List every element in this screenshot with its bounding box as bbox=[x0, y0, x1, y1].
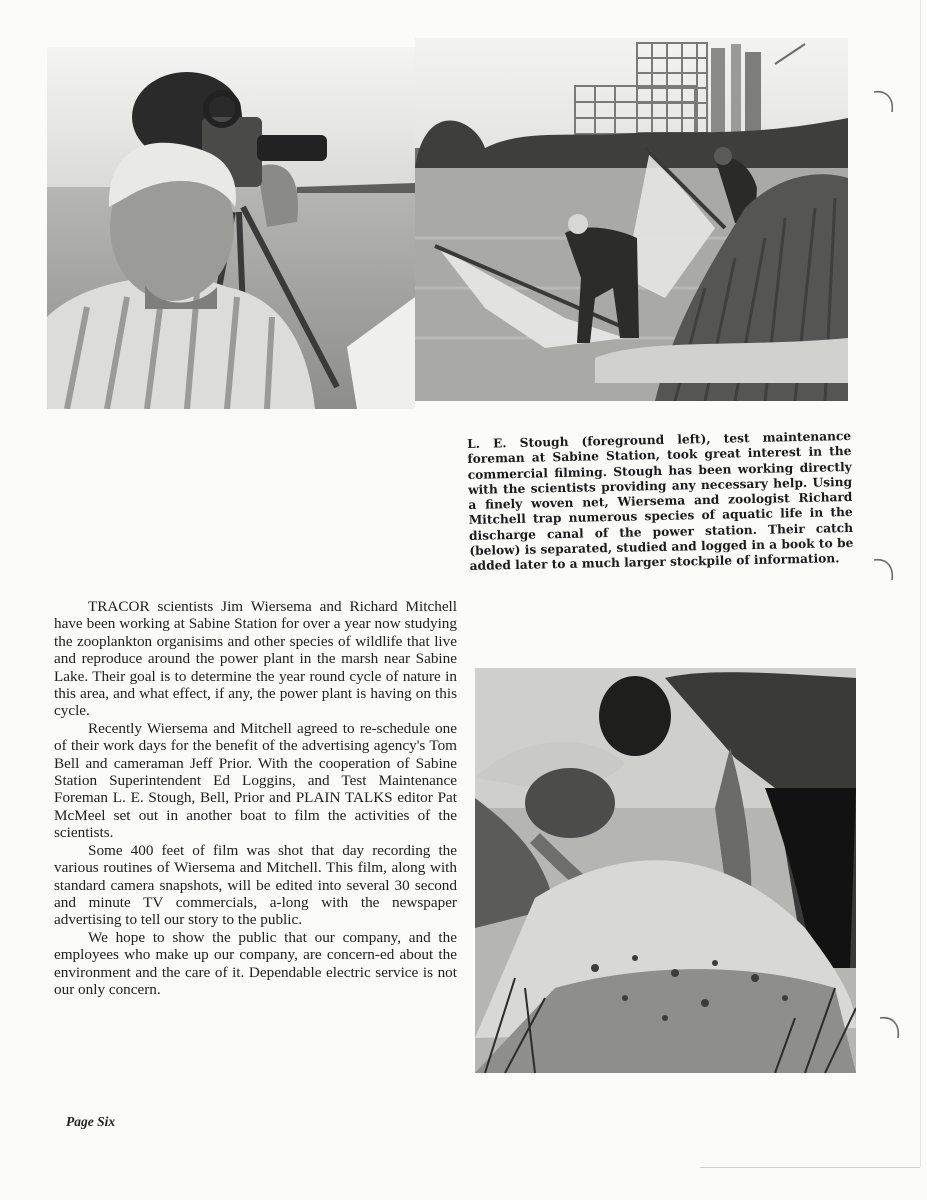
page-number: Page Six bbox=[66, 1114, 116, 1129]
photo-cameraman-and-foreman bbox=[47, 47, 415, 409]
photo-caption: L. E. Stough (foreground left), test maintenance foreman at Sabine Station, took great interest in the commercial filming. Stough has been working directly with the scientists providing any necessary help. Using a finely woven net, Wiersema and zoologist Richard Mitchell trap numerous species of aquatic life in the discharge canal of the power station. Their catch (below) is separated, studied and logged in a book to be added later to a much larger stockpile of information. bbox=[467, 428, 854, 574]
article-body bbox=[54, 598, 457, 998]
article-paragraph: Some 400 feet of film was shot that day recording the various routines of Wiersema and Mitchell. This film, along with standard camera snapshots, will be edited into several 30 second and minute TV commercials, a-long with the newspaper advertising to tell our story to the public. bbox=[54, 841, 457, 929]
photo-netting-near-power-station bbox=[415, 38, 848, 401]
punch-hole-mark bbox=[872, 88, 896, 114]
punch-hole-mark bbox=[878, 1014, 902, 1040]
page-edge-shadow bbox=[700, 1167, 920, 1168]
article-paragraph: We hope to show the public that our company, and the employees who make up our company, are concern-ed about the environment and the care of it. Dependable electric service is not our only concern. bbox=[54, 928, 457, 998]
page-edge-shadow bbox=[920, 0, 921, 1167]
punch-hole-mark bbox=[872, 556, 896, 582]
article-paragraph: Recently Wiersema and Mitchell agreed to re-schedule one of their work days for the benefit of the advertising agency's Tom Bell and cameraman Jeff Prior. With the cooperation of Sabine Station Superintendent Ed Loggins, and Test Maintenance Foreman L. E. Stough, Bell, Prior and PLAIN TALKS editor Pat McMeel set out in another boat to film the activities of the scientists. bbox=[54, 719, 457, 842]
article-paragraph: TRACOR scientists Jim Wiersema and Richard Mitchell have been working at Sabine Station for over a year now studying the zooplankton organisims and other species of wildlife that live and reproduce around the power plant in the marsh near Sabine Lake. Their goal is to determine the year round cycle of nature in this area, and what effect, if any, the power plant is having on this cycle. bbox=[54, 598, 457, 720]
photo-scientists-sorting-catch bbox=[475, 668, 856, 1073]
